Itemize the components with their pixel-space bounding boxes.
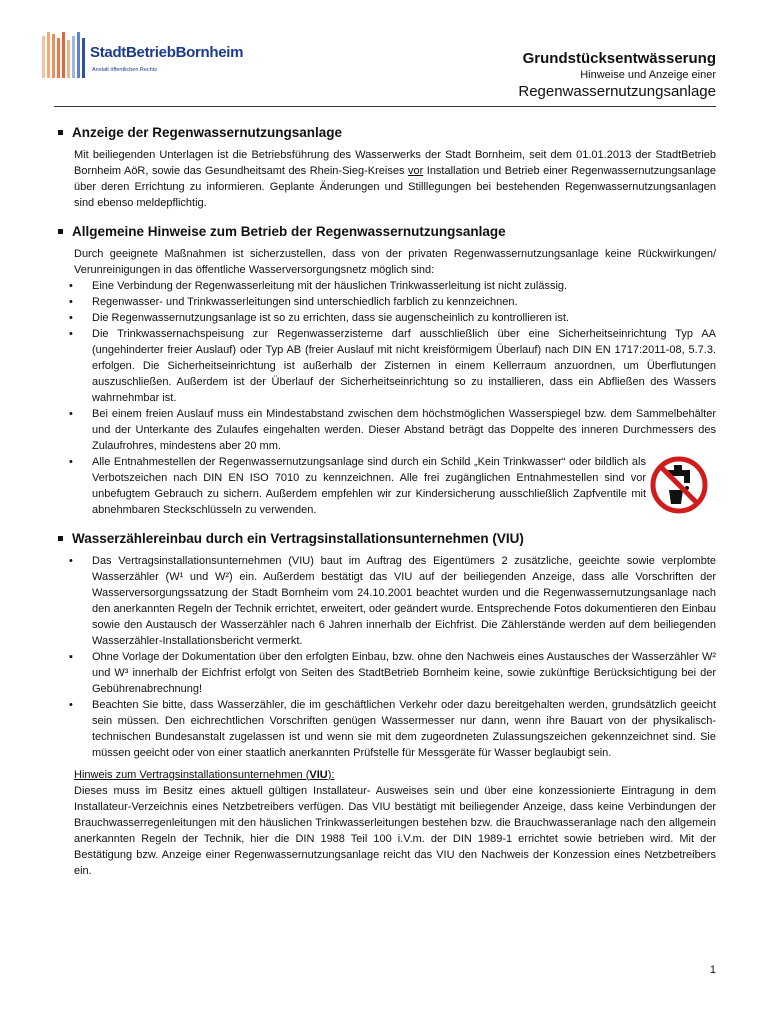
square-bullet-icon: [58, 130, 63, 135]
section-heading: Anzeige der Regenwassernutzungsanlage: [54, 124, 716, 141]
section-heading: Wasserzählereinbau durch ein Vertragsinstallationsunternehmen (VIU): [54, 530, 716, 547]
no-drinking-water-icon: [650, 456, 708, 514]
square-bullet-icon: [58, 536, 63, 541]
list-item: • Die Regenwassernutzungsanlage ist so zu errichten, dass sie augenscheinlich zu kontrollieren ist.: [69, 312, 569, 324]
viu-list: [54, 553, 716, 761]
section-hinweise: [54, 223, 716, 518]
document-subtitle: Hinweise und Anzeige einer: [580, 69, 716, 81]
square-bullet-icon: [58, 229, 63, 234]
document-header: [518, 50, 716, 102]
note-text: Dieses muss im Besitz eines aktuell gültigen Installateur- Ausweises sein und über eine konzessionierte Eintragung in dem Installateur-Verzeichnis eines Netzbetreibers verfügen. Das VIU bestätigt mit beiliegender Anzeige, dass keine Verbindungen der Brauchwasserregenleitungen mit den häuslichen Trinkwasserleitungen bestehen bzw. die Brauchwasseranlage nach den allgemein anerkannten Regeln der Technik, hier die DIN 1988 Teil 100 i.V.m. der DIN 1989-1 errichtet sowie betrieben wird. Mit der Bestätigung bzw. Anzeige einer Regenwassernutzungsanlage reicht das VIU den Nachweis der Konzession eines Netzbetreibers ein.: [74, 785, 716, 877]
section-intro: Durch geeignete Maßnahmen ist sicherzustellen, dass von der privaten Regenwassernutzungsanlage keine Rückwirkungen/ Verunreinigungen in das öffentliche Wasserversorgungsnetz möglich sind:: [74, 248, 716, 276]
logo-subtitle: Anstalt öffentlichen Rechts: [92, 67, 158, 73]
section-paragraph: Mit beiliegenden Unterlagen ist die Betriebsführung des Wasserwerks der Stadt Bornheim, seit dem 01.01.2013 der StadtBetrieb Bornheim AöR, sowie das Gesundheitsamt des Rhein-Sieg-Kreises vor Installation und Betrieb einer Regenwassernutzungsanlage über deren Errichtung zu informieren. Geplante Änderungen und Stilllegungen bei bestehenden Regenwassernutzungsanlagen sind ebenso meldepflichtig.: [74, 149, 716, 209]
list-item: • Eine Verbindung der Regenwasserleitung mit der häuslichen Trinkwasserleitung ist nicht zulässig.: [69, 280, 568, 292]
section-anzeige: [54, 124, 716, 211]
note-title: Hinweis zum Vertragsinstallationsunternehmen (VIU):: [74, 769, 335, 781]
page-number: 1: [709, 964, 716, 976]
list-item: • Das Vertragsinstallationsunternehmen (VIU) baut im Auftrag des Eigentümers 2 zusätzliche, geeichte sowie verplombte Wasserzähler (W¹ und W²) ein. Außerdem bestätigt das VIU auf der beiliegenden Anzeige, dass alle Vorschriften der Wasserversorgungssatzung der Stadt Bornheim vom 24.10.2001 beachtet wurden und die Regenwassernutzungsanlage nach den anerkannten Regeln der Technik errichtet, erweitert, oder geändert wurde. Entsprechende Fotos dokumentieren den Einbau sowie den Austausch der Wasserzähler nach 6 Jahren innerhalb der Eichfrist. Die Zählerstände werden auf dem beiliegenden Wasserzähler-Installationsbericht vermerkt.: [69, 555, 716, 647]
document-subtitle-2: Regenwassernutzungsanlage: [518, 83, 716, 100]
list-item: ▪ Ohne Vorlage der Dokumentation über den erfolgten Einbau, bzw. ohne den Nachweis eines Austausches der Wasserzähler W² und W³ innerhalb der Eichfrist erfolgt von Seiten des StadtBetrieb Bornheim keine, sowie zukünftige Berücksichtigung bei der Gebührenabrechnung!: [69, 651, 716, 695]
company-logo: [38, 30, 268, 82]
logo-name: StadtBetriebBornheim: [90, 44, 244, 61]
list-item: • Regenwasser- und Trinkwasserleitungen sind unterschiedlich farblich zu kennzeichnen.: [69, 296, 518, 308]
hint-list: [54, 278, 716, 518]
document-title: Grundstücksentwässerung: [522, 50, 716, 67]
header-divider: [54, 106, 716, 107]
section-heading: Allgemeine Hinweise zum Betrieb der Regenwassernutzungsanlage: [54, 223, 716, 240]
section-viu: [54, 530, 716, 879]
logo-stripes-icon: [38, 30, 90, 82]
list-item: • Die Trinkwassernachspeisung zur Regenwasserzisterne darf ausschließlich über eine Sicherheitseinrichtung Typ AA (ungehinderter freier Auslauf) oder Typ AB (freier Auslauf mit nicht kreisförmigem Überlauf) nach DIN EN 1717:2011-08, 5.7.3. erfolgen. Die Sicherheitseinrichtung ist außerhalb der Zisternen in einem Kellerraum anzuordnen, um Überflutungen auszuschließen. Außerdem ist der Überlauf der Sicherheitseinrichtung so zu installieren, dass ein Abfließen des Wassers wahrnehmbar ist.: [69, 328, 716, 404]
list-item: • Alle Entnahmestellen der Regenwassernutzungsanlage sind durch ein Schild „Kein Trinkwasser“ oder bildlich als Verbotszeichen nach DIN EN ISO 7010 zu kennzeichnen. Alle frei zugänglichen Entnahmestellen sind vor unbefugtem Gebrauch zu sichern. Außerdem empfehlen wir zur Kindersicherung ausschließlich Zapfventile mit abnehmbaren Steckschlüsseln zu verwenden.: [54, 454, 716, 518]
list-item: • Beachten Sie bitte, dass Wasserzähler, die im geschäftlichen Verkehr oder dazu bereitgehalten werden, grundsätzlich geeicht sein müssen. Den eichrechtlichen Vorschriften genügen Wassermesser nur dann, wenn ihre Bauart von der physikalisch- technischen Bundesanstalt zugelassen ist und wenn sie mit dem zugeordneten Zulassungszeichen gekennzeichnet sind. Sie müssen geeicht oder von einer staatlich anerkannten Prüfstelle für Messgeräte für Wasser beglaubigt sein.: [69, 699, 716, 759]
list-item: • Bei einem freien Auslauf muss ein Mindestabstand zwischen dem höchstmöglichen Wasserspiegel bzw. dem Sammelbehälter und der Unterkante des Zulaufes eingehalten werden. Dieser Abstand beträgt das Doppelte des inneren Durchmessers des Zulaufrohres, mindestens aber 20 mm.: [69, 408, 716, 452]
document-body: [54, 124, 716, 891]
